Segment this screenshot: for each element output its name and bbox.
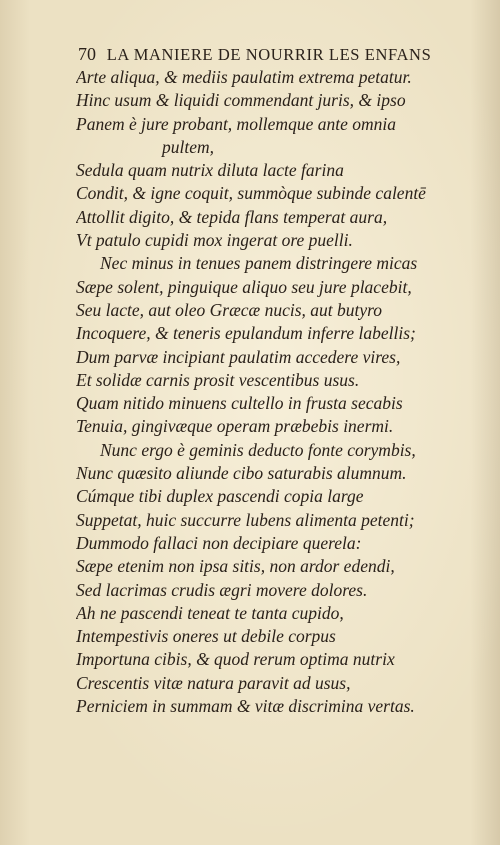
verse-line: Sæpe etenim non ipsa sitis, non ardor edendi,: [76, 556, 395, 577]
verse-line: Importuna cibis, & quod rerum optima nutrix: [76, 649, 395, 670]
verse-line-paragraph-start: Nunc ergo è geminis deducto fonte corymbis,: [100, 439, 416, 460]
running-title: LA MANIERE DE NOURRIR LES ENFANS: [106, 45, 432, 64]
verse-line: Et solidæ carnis prosit vescentibus usus.: [76, 369, 360, 390]
verse-line: Panem è jure probant, mollemque ante omnia: [76, 113, 396, 134]
verse-line-paragraph-start: Nec minus in tenues panem distringere micas: [100, 253, 418, 274]
verse-line: Tenuia, gingivæque operam præbebis inermi.: [76, 416, 394, 437]
verse-line: Incoquere, & teneris epulandum inferre labellis;: [76, 323, 416, 344]
verse-line: Suppetat, huic succurre lubens alimenta petenti;: [76, 509, 415, 530]
page-number: 70: [78, 44, 96, 64]
verse-line: Hinc usum & liquidi commendant juris, & ipso: [76, 90, 406, 111]
verse-line: Cúmque tibi duplex pascendi copia large: [76, 486, 364, 507]
verse-line: Sæpe solent, pinguique aliquo seu jure placebit,: [76, 276, 412, 297]
verse-line: Dum parvæ incipiant paulatim accedere vires,: [76, 346, 401, 367]
verse-line: Arte aliqua, & mediis paulatim extrema petatur.: [76, 67, 412, 87]
verse-line: Vt patulo cupidi mox ingerat ore puelli.: [76, 230, 353, 251]
verse-line: Perniciem in summam & vitæ discrimina vertas.: [76, 696, 415, 717]
verse-line: Attollit digito, & tepida flans temperat aura,: [76, 206, 388, 227]
verse-line: Intempestivis oneres ut debile corpus: [76, 626, 336, 647]
verse-line: Crescentis vitæ natura paravit ad usus,: [76, 672, 351, 693]
verse-line: Dummodo fallaci non decipiare querela:: [76, 532, 362, 553]
verse-line: Condit, & igne coquit, summòque subinde calentē: [76, 183, 426, 204]
verse-line: Seu lacte, aut oleo Græcæ nucis, aut butyro: [76, 299, 383, 320]
verse-text: [76, 66, 490, 718]
verse-line: Ah ne pascendi teneat te tanta cupido,: [76, 602, 344, 623]
verse-line: Quam nitido minuens cultello in frusta secabis: [76, 393, 403, 414]
verse-line: Sedula quam nutrix diluta lacte farina: [76, 160, 344, 181]
verse-line: Sed lacrimas crudis ægri movere dolores.: [76, 579, 368, 600]
verse-line: Nunc quæsito aliunde cibo saturabis alumnum.: [76, 463, 407, 484]
verse-line-turnover: pultem,: [162, 136, 215, 157]
